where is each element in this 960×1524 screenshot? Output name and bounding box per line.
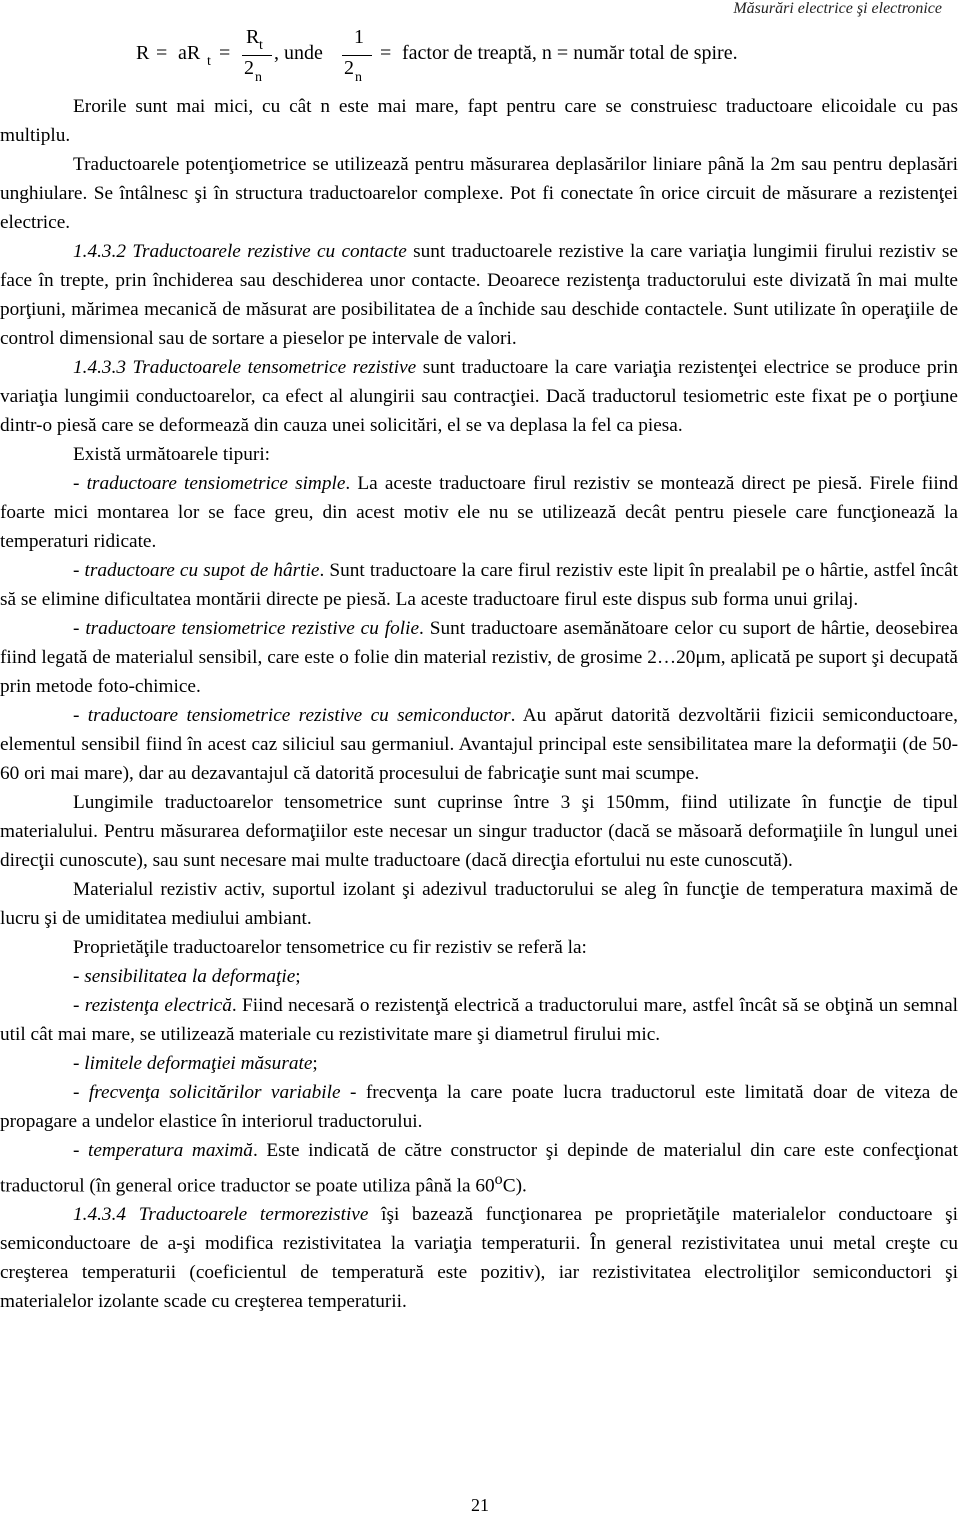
italic-run: limitele deformaţiei măsurate [84,1053,313,1074]
paragraph [0,933,958,962]
italic-run: 1.4.3.4 Traductoarele termorezistive [73,1204,369,1226]
paragraph [0,962,958,991]
formula-equals: = [219,42,231,64]
paragraph [0,875,958,933]
text-run: . Este indicată de către constructor şi depinde de materialul din care este confecţionat traductorul (în general orice traductor se poate utiliza până la 60 [0,1140,958,1197]
text-run: ; [312,1053,318,1074]
text-run: . Fiind necesară o rezistenţă electrică a traductorului mare, astfel încât să se obţină un semnal util cât mai mare, se utilizează materiale cu rezistivitate mare şi diametrul firului mic. [0,995,958,1045]
formula-term-a-sub: t [207,54,211,69]
text-run: . Sunt traductoare asemănătoare celor cu suport de hârtie, deosebirea fiind legată de materialul sensibil, care este o folie din material rezistiv, de grosime 2…20μm, aplicată pe suport şi decupată prin metode foto-chimice. [0,618,958,697]
running-header: Măsurări electrice şi electronice [733,0,942,17]
formula [136,26,916,90]
paragraph [0,701,958,788]
formula-definition: factor de treaptă, n = număr total de spire. [402,42,738,64]
paragraph [0,1136,958,1200]
formula-lhs: R [136,42,150,64]
text-run: - frecvenţa la care poate lucra traductorul este limitată doar de viteza de propagare a undelor elastice în interiorul traductorului. [0,1082,958,1132]
text-run: Traductoarele potenţiometrice se utilizează pentru măsurarea deplasărilor liniare până la 2m sau pentru deplasări unghiulare. Se întâlnesc şi în structura traductoarelor complexe. Pot fi conectate în orice circuit de măsurare a rezistenţei electrice. [0,154,958,233]
fraction-numerator: 1 [354,26,364,48]
italic-run: frecvenţa solicitărilor variabile [88,1082,341,1103]
paragraph [0,1078,958,1136]
italic-run: temperatura maximă [88,1140,253,1161]
paragraph [0,556,958,614]
italic-run: sensibilitatea la deformaţie [84,966,296,987]
fraction-denominator: 2 [344,57,354,79]
paragraph [0,469,958,556]
superscript-run: o [494,1171,503,1188]
fraction-denominator: 2 [244,57,254,79]
text-run: - [73,1082,89,1103]
text-run: ; [295,966,301,987]
fraction-denominator-sub: n [255,70,262,85]
text-run: - [73,1053,85,1074]
paragraph [0,1049,958,1078]
fraction-bar [242,55,272,56]
text-run: Proprietăţile traductoarelor tensometrice cu fir rezistiv se referă la: [73,937,587,958]
paragraph [0,788,958,875]
paragraph [0,237,958,353]
fraction-numerator: R [246,26,260,48]
italic-run: traductoare tensiometrice rezistive cu semiconductor [87,705,511,726]
formula-unde: , unde [274,42,323,64]
paragraph [0,353,958,440]
fraction-denominator-sub: n [355,70,362,85]
text-run: Erorile sunt mai mici, cu cât n este mai mare, fapt pentru care se construiesc traductoare elicoidale cu pas multiplu. [0,96,958,146]
italic-run: traductoare tensiometrice simple [86,473,346,494]
text-run: - [73,995,85,1016]
text-run: - [73,705,88,726]
formula-equals: = [380,42,392,64]
text-run: C). [502,1175,527,1197]
italic-run: traductoare cu supot de hârtie [84,560,320,581]
text-run: - [73,618,86,639]
paragraph [0,1200,958,1316]
text-run: - [73,966,85,987]
page-number: 21 [471,1495,489,1515]
paragraph [0,440,958,469]
text-run: - [73,473,87,494]
text-run: sunt traductoarele rezistive la care variaţia lungimii firului rezistiv se face în trepte, prin închiderea sau deschiderea unor contacte. Deoarece rezistenţa traductorului este divizată în mai multe porţiuni, mărimea mecanică de măsurat are posibilitatea de a închide sau deschide contactele. Sunt utilizate în operaţiile de control dimensional sau de sortare a pieselor pe intervale de valori. [0,241,958,349]
text-run: . Au apărut datorită dezvoltării fizicii semiconductoare, elementul sensibil fiind în acest caz siliciul sau germaniul. Avantajul principal este sensibilitatea mare la deformaţii (de 50-60 ori mai mare), dar au dezavantajul că datorită procesului de fabricaţie sunt mai scumpe. [0,705,958,784]
italic-run: traductoare tensiometrice rezistive cu folie [85,618,420,639]
paragraph [0,991,958,1049]
paragraph [0,614,958,701]
text-run: sunt traductoare la care variaţia rezistenţei electrice se produce prin variaţia lungimii conductoarelor, ca efect al alungirii sau contracţiei. Dacă traductorul tesiometric este fixat pe o porţiune dintr-o piesă care se deformează din cauza unei solicitări, el se va deplasa la fel ca piesa. [0,357,958,436]
fraction-numerator-sub: t [259,38,263,53]
text-run: . Sunt traductoare la care firul rezistiv este lipit în prealabil pe o hârtie, astfel încât să se elimine dificultatea montării directe pe piesă. La aceste traductoare firul este dispus sub forma unui grilaj. [0,560,958,610]
text-run: Există următoarele tipuri: [73,444,271,465]
formula-term-a: aR [178,42,201,64]
text-run: Lungimile traductoarelor tensometrice sunt cuprinse între 3 şi 150mm, fiind utilizate în funcţie de tipul materialului. Pentru măsurarea deformaţiilor este necesar un singur traductor (dacă se măsoară deformaţiile în lungul unei direcţii cunoscute), sau sunt necesare mai multe traductoare (dacă direcţia efortului nu este cunoscută). [0,792,958,871]
italic-run: rezistenţa electrică [84,995,232,1016]
text-run: - [73,560,85,581]
document-body [0,92,958,1316]
paragraph [0,150,958,237]
paragraph [0,92,958,150]
text-run: Materialul rezistiv activ, suportul izolant şi adezivul traductorului se aleg în funcţie de temperatura maximă de lucru şi de umiditatea mediului ambiant. [0,879,958,929]
text-run: îşi bazează funcţionarea pe proprietăţile materialelor conductoare şi semiconductoare de a-şi modifica rezistivitatea la variaţia temperaturii. În general rezistivitatea unui metal creşte cu creşterea temperaturii (coeficientul de temperatură este pozitiv), iar rezistivitatea electroliţilor semiconductori şi materialelor izolante scade cu creşterea temperaturii. [0,1204,958,1313]
formula-equals: = [156,42,168,64]
fraction-bar [342,55,372,56]
italic-run: 1.4.3.2 Traductoarele rezistive cu contacte [73,241,407,262]
text-run: . La aceste traductoare firul rezistiv se montează direct pe piesă. Firele fiind foarte mici montarea lor se face greu, din acest motiv ele nu se utilizează decât pentru piesele care funcţionează la temperaturi ridicate. [0,473,958,552]
text-run: - [73,1140,88,1161]
italic-run: 1.4.3.3 Traductoarele tensometrice rezistive [73,357,417,378]
